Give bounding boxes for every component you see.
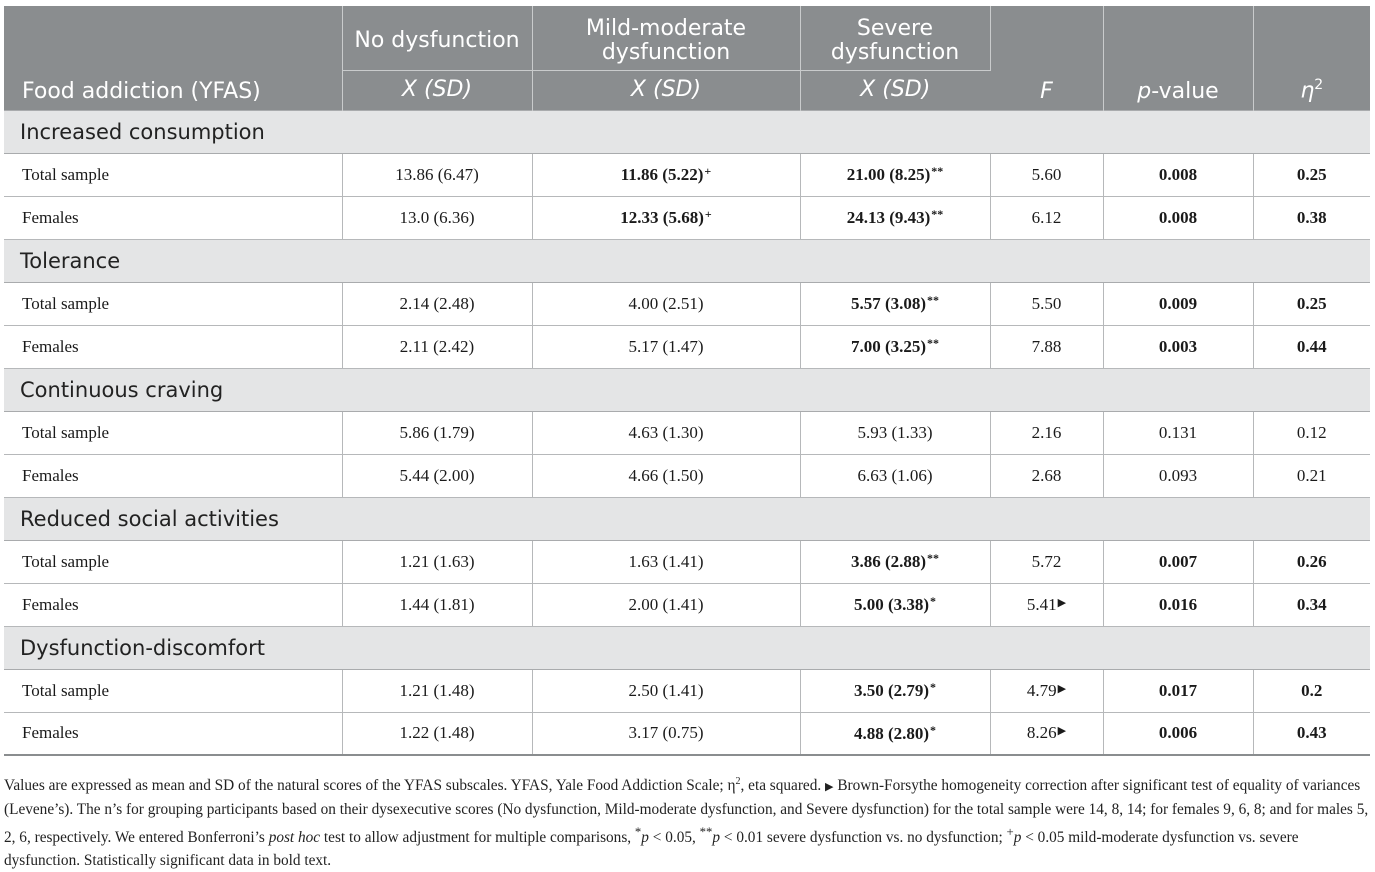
cell-f	[990, 712, 1103, 755]
cell-no	[342, 669, 532, 712]
significance-mark: *	[930, 594, 937, 608]
header-f: F	[990, 6, 1103, 110]
cell-value: 5.57 (3.08)	[850, 294, 927, 313]
cell-value: 13.0 (6.36)	[399, 207, 475, 227]
header-sub-severe: X (SD)	[800, 70, 990, 110]
cell-value: 2.50 (1.41)	[628, 680, 704, 700]
significance-mark: **	[927, 293, 940, 307]
cell-value: Females	[22, 336, 79, 356]
header-group-mild-moderate: Mild-moderate dysfunction	[532, 6, 800, 70]
cell-value: 3.86 (2.88)	[850, 552, 927, 571]
cell-value: 1.21 (1.63)	[399, 551, 475, 571]
table-row	[4, 454, 1370, 497]
cell-value: 7.88	[1031, 336, 1062, 356]
cell-p	[1103, 325, 1253, 368]
cell-p	[1103, 196, 1253, 239]
cell-value: Females	[22, 594, 79, 614]
table-row	[4, 282, 1370, 325]
header-group-no-dysfunction: No dysfunction	[342, 6, 532, 70]
cell-p	[1103, 712, 1253, 755]
section-header-row	[4, 626, 1370, 669]
cell-value: 2.14 (2.48)	[399, 293, 475, 313]
cell-f	[990, 196, 1103, 239]
cell-value: 7.00 (3.25)	[850, 337, 927, 356]
cell-value: 2.16	[1031, 422, 1062, 442]
cell-mild	[532, 540, 800, 583]
cell-sev	[800, 325, 990, 368]
cell-sev	[800, 282, 990, 325]
table-row	[4, 669, 1370, 712]
cell-value: 1.44 (1.81)	[399, 594, 475, 614]
cell-value: 0.43	[1296, 723, 1327, 743]
cell-p	[1103, 540, 1253, 583]
cell-p	[1103, 454, 1253, 497]
cell-eta	[1253, 325, 1370, 368]
cell-mild	[532, 153, 800, 196]
cell-value: 21.00 (8.25)	[846, 165, 931, 184]
cell-value: 0.006	[1158, 723, 1198, 743]
cell-label	[4, 196, 342, 239]
cell-value: 13.86 (6.47)	[395, 164, 479, 184]
cell-value: 6.12	[1031, 207, 1062, 227]
cell-value: 6.63 (1.06)	[857, 465, 933, 485]
significance-mark: **	[927, 336, 940, 350]
cell-sev	[800, 411, 990, 454]
significance-mark: +	[704, 207, 712, 221]
section-header-row	[4, 239, 1370, 282]
cell-f	[990, 411, 1103, 454]
cell-value: 1.21 (1.48)	[399, 680, 475, 700]
table-footnote: Values are expressed as mean and SD of the natural scores of the YFAS subscales. YFAS, Yale Food Addiction Scale; $\eta^2$, eta squared. ▶ Brown-Forsythe homogeneity correction after significant test of equality of variances (Levene’s). The n’s for grouping participants based on their dysexecutive scores (No dysfunction, Mild-moderate dysfunction, and Severe dysfunction) for the total sample were 14, 8, 14; for females 9, 6, 8; and for males 5, 2, 6, respectively. We entered Bonferroni’s post hoc test to allow adjustment for multiple comparisons, *p < 0.05, **p < 0.01 severe dysfunction vs. no dysfunction; +p < 0.05 mild-moderate dysfunction vs. severe dysfunction. Statistically significant data in bold text.	[4, 776, 1369, 869]
triangle-icon: ▶	[1057, 596, 1067, 609]
cell-f	[990, 669, 1103, 712]
section-title: Increased consumption	[4, 110, 1370, 153]
cell-value: 0.21	[1296, 465, 1327, 485]
cell-value: 1.22 (1.48)	[399, 723, 475, 743]
cell-sev	[800, 454, 990, 497]
cell-eta	[1253, 454, 1370, 497]
cell-value: 0.38	[1296, 207, 1327, 227]
cell-value: 0.44	[1296, 336, 1327, 356]
cell-value: Females	[22, 207, 79, 227]
cell-mild	[532, 583, 800, 626]
cell-f	[990, 282, 1103, 325]
cell-sev	[800, 669, 990, 712]
cell-value: 5.60	[1031, 164, 1062, 184]
section-title: Continuous craving	[4, 368, 1370, 411]
cell-label	[4, 282, 342, 325]
cell-value: 0.131	[1158, 422, 1198, 442]
significance-mark: **	[927, 551, 940, 565]
significance-mark: *	[930, 680, 937, 694]
cell-value: 5.50	[1031, 293, 1062, 313]
section-header-row	[4, 497, 1370, 540]
cell-value: Total sample	[22, 551, 110, 571]
cell-label	[4, 540, 342, 583]
section-title: Dysfunction-discomfort	[4, 626, 1370, 669]
cell-value: Total sample	[22, 164, 110, 184]
cell-label	[4, 712, 342, 755]
table-body	[4, 110, 1370, 755]
table-row	[4, 153, 1370, 196]
cell-no	[342, 325, 532, 368]
cell-sev	[800, 153, 990, 196]
header-row-label: Food addiction (YFAS)	[4, 6, 342, 110]
table-row	[4, 540, 1370, 583]
significance-mark: +	[704, 164, 712, 178]
cell-value: Total sample	[22, 422, 110, 442]
cell-eta	[1253, 153, 1370, 196]
cell-value: 0.008	[1158, 207, 1198, 227]
cell-no	[342, 712, 532, 755]
cell-value: 0.2	[1301, 680, 1323, 700]
cell-value: 4.00 (2.51)	[628, 293, 704, 313]
cell-value: 5.72	[1031, 551, 1062, 571]
cell-sev	[800, 583, 990, 626]
cell-mild	[532, 325, 800, 368]
cell-value: 0.34	[1296, 594, 1327, 614]
cell-mild	[532, 669, 800, 712]
cell-value: Females	[22, 723, 79, 743]
cell-f	[990, 153, 1103, 196]
triangle-icon: ▶	[1057, 725, 1067, 738]
cell-eta	[1253, 540, 1370, 583]
cell-sev	[800, 712, 990, 755]
table-row	[4, 411, 1370, 454]
cell-p	[1103, 282, 1253, 325]
cell-mild	[532, 282, 800, 325]
cell-eta	[1253, 583, 1370, 626]
significance-mark: **	[931, 207, 944, 221]
cell-value: 1.63 (1.41)	[628, 551, 704, 571]
table-row	[4, 325, 1370, 368]
cell-value: Total sample	[22, 293, 110, 313]
cell-label	[4, 454, 342, 497]
table-row	[4, 712, 1370, 755]
cell-sev	[800, 196, 990, 239]
section-header-row	[4, 368, 1370, 411]
cell-value: 0.016	[1158, 594, 1198, 614]
cell-value: 24.13 (9.43)	[846, 208, 931, 227]
cell-value: 4.79	[1026, 680, 1057, 700]
cell-mild	[532, 196, 800, 239]
table-row	[4, 196, 1370, 239]
cell-mild	[532, 712, 800, 755]
cell-value: 3.50 (2.79)	[853, 681, 930, 700]
cell-value: 0.007	[1158, 551, 1198, 571]
cell-label	[4, 583, 342, 626]
cell-value: 5.86 (1.79)	[399, 422, 475, 442]
cell-label	[4, 153, 342, 196]
triangle-icon: ▶	[825, 781, 834, 794]
results-table-container	[4, 6, 1370, 756]
cell-no	[342, 583, 532, 626]
cell-no	[342, 411, 532, 454]
cell-label	[4, 669, 342, 712]
cell-p	[1103, 669, 1253, 712]
cell-value: 0.009	[1158, 293, 1198, 313]
cell-value: 5.93 (1.33)	[857, 422, 933, 442]
cell-value: 5.17 (1.47)	[628, 336, 704, 356]
cell-eta	[1253, 669, 1370, 712]
section-title: Reduced social activities	[4, 497, 1370, 540]
cell-value: 4.66 (1.50)	[628, 465, 704, 485]
cell-eta	[1253, 712, 1370, 755]
significance-mark: *	[930, 722, 937, 737]
cell-label	[4, 411, 342, 454]
section-header-row	[4, 110, 1370, 153]
header-eta-squared: $\eta^2$	[1253, 6, 1370, 110]
cell-value: 12.33 (5.68)	[620, 208, 704, 227]
significance-mark: **	[931, 164, 944, 178]
cell-value: 0.25	[1296, 293, 1327, 313]
cell-value: 4.88 (2.80)	[853, 723, 930, 743]
cell-f	[990, 325, 1103, 368]
cell-mild	[532, 454, 800, 497]
cell-value: 0.017	[1158, 680, 1198, 700]
cell-value: 11.86 (5.22)	[620, 165, 704, 184]
cell-value: 4.63 (1.30)	[628, 422, 704, 442]
cell-no	[342, 282, 532, 325]
cell-value: 2.00 (1.41)	[628, 594, 704, 614]
triangle-icon: ▶	[1057, 682, 1067, 695]
cell-eta	[1253, 411, 1370, 454]
cell-value: 0.008	[1158, 164, 1198, 184]
section-title: Tolerance	[4, 239, 1370, 282]
cell-value: 0.26	[1296, 551, 1327, 571]
cell-no	[342, 454, 532, 497]
cell-value: 2.11 (2.42)	[399, 336, 475, 356]
cell-f	[990, 454, 1103, 497]
cell-value: 0.003	[1158, 336, 1198, 356]
cell-value: Total sample	[22, 680, 110, 700]
cell-eta	[1253, 282, 1370, 325]
cell-p	[1103, 411, 1253, 454]
yfas-results-table	[4, 6, 1370, 756]
cell-p	[1103, 153, 1253, 196]
cell-value: 5.44 (2.00)	[399, 465, 475, 485]
cell-value: 8.26	[1026, 723, 1057, 743]
cell-no	[342, 196, 532, 239]
table-row	[4, 583, 1370, 626]
cell-label	[4, 325, 342, 368]
cell-value: 5.00 (3.38)	[853, 595, 930, 614]
header-sub-no: X (SD)	[342, 70, 532, 110]
cell-value: 5.41	[1026, 594, 1057, 614]
cell-value: 0.093	[1158, 465, 1198, 485]
cell-value: 0.25	[1296, 164, 1327, 184]
cell-value: 2.68	[1031, 465, 1062, 485]
cell-p	[1103, 583, 1253, 626]
header-sub-mild: X (SD)	[532, 70, 800, 110]
cell-value: 0.12	[1296, 422, 1327, 442]
cell-f	[990, 540, 1103, 583]
cell-no	[342, 540, 532, 583]
cell-value: 3.17 (0.75)	[628, 723, 704, 743]
cell-no	[342, 153, 532, 196]
cell-f	[990, 583, 1103, 626]
cell-value: Females	[22, 465, 79, 485]
cell-sev	[800, 540, 990, 583]
cell-eta	[1253, 196, 1370, 239]
cell-mild	[532, 411, 800, 454]
header-group-severe: Severe dysfunction	[800, 6, 990, 70]
header-p-value: p-value	[1103, 6, 1253, 110]
